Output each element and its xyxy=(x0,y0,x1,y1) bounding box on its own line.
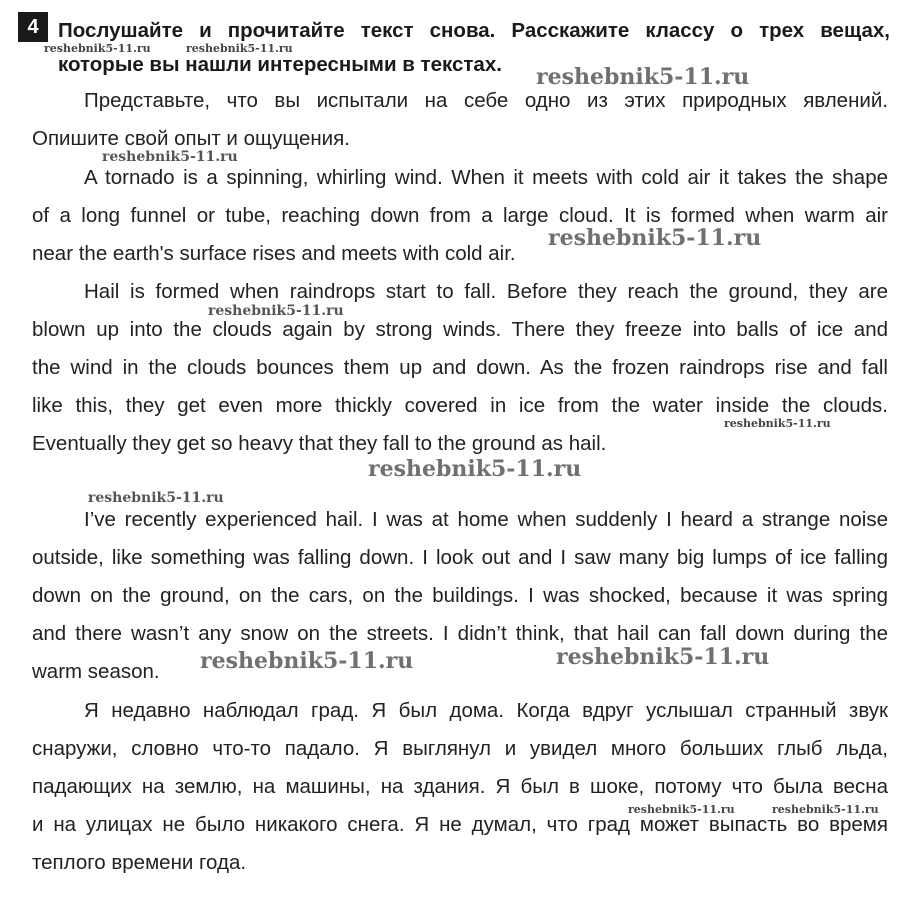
paragraph-3-line-3: the wind in the clouds bounces them up and down. As the frozen raindrops rise and fall xyxy=(32,356,888,379)
watermark-text: reshebnik5-11.ru xyxy=(186,42,293,55)
paragraph-3-line-1: Hail is formed when raindrops start to fall. Before they reach the ground, they are xyxy=(84,280,888,303)
paragraph-1-line-1: Представьте, что вы испытали на себе одно из этих природных явлений. xyxy=(84,89,888,112)
paragraph-1-line-2: Опишите свой опыт и ощущения. xyxy=(32,127,350,150)
paragraph-5-line-2: снаружи, словно что-то падало. Я выглянул и увидел много больших глыб льда, xyxy=(32,737,888,760)
paragraph-3-line-5: Eventually they get so heavy that they fall to the ground as hail. xyxy=(32,432,607,455)
paragraph-4-line-2: outside, like something was falling down. I look out and I saw many big lumps of ice falling xyxy=(32,546,888,569)
task-instruction-line-2: которые вы нашли интересными в текстах. xyxy=(58,53,502,76)
paragraph-5-line-4: и на улицах не было никакого снега. Я не думал, что град может выпасть во время xyxy=(32,813,888,836)
paragraph-4-line-3: down on the ground, on the cars, on the buildings. I was shocked, because it was spring xyxy=(32,584,888,607)
paragraph-5-line-1: Я недавно наблюдал град. Я был дома. Когда вдруг услышал странный звук xyxy=(84,699,888,722)
watermark-text: reshebnik5-11.ru xyxy=(724,417,831,430)
watermark-text: reshebnik5-11.ru xyxy=(88,490,224,506)
task-instruction-line-1: Послушайте и прочитайте текст снова. Расскажите классу о трех вещах, xyxy=(58,19,890,42)
watermark-text: reshebnik5-11.ru xyxy=(208,303,344,319)
watermark-text: reshebnik5-11.ru xyxy=(44,42,151,55)
watermark-text: reshebnik5-11.ru xyxy=(548,225,762,251)
paragraph-3-line-2: blown up into the clouds again by strong winds. There they freeze into balls of ice and xyxy=(32,318,888,341)
watermark-text: reshebnik5-11.ru xyxy=(368,456,582,482)
paragraph-4-line-5: warm season. xyxy=(32,660,160,683)
watermark-text: reshebnik5-11.ru xyxy=(102,149,238,165)
watermark-text: reshebnik5-11.ru xyxy=(536,64,750,90)
paragraph-5-line-3: падающих на землю, на машины, на здания. Я был в шоке, потому что была весна xyxy=(32,775,888,798)
paragraph-4-line-1: I’ve recently experienced hail. I was at home when suddenly I heard a strange noise xyxy=(84,508,888,531)
watermark-text: reshebnik5-11.ru xyxy=(628,803,735,816)
paragraph-2-line-3: near the earth's surface rises and meets with cold air. xyxy=(32,242,516,265)
paragraph-2-line-2: of a long funnel or tube, reaching down from a large cloud. It is formed when warm air xyxy=(32,204,888,227)
task-number-badge: 4 xyxy=(18,12,48,42)
watermark-text: reshebnik5-11.ru xyxy=(200,648,414,674)
watermark-text: reshebnik5-11.ru xyxy=(556,644,770,670)
watermark-text: reshebnik5-11.ru xyxy=(772,803,879,816)
paragraph-4-line-4: and there wasn’t any snow on the streets. I didn’t think, that hail can fall down during the xyxy=(32,622,888,645)
paragraph-3-line-4: like this, they get even more thickly covered in ice from the water inside the clouds. xyxy=(32,394,888,417)
paragraph-2-line-1: A tornado is a spinning, whirling wind. When it meets with cold air it takes the shape xyxy=(84,166,888,189)
paragraph-5-line-5: теплого времени года. xyxy=(32,851,247,874)
